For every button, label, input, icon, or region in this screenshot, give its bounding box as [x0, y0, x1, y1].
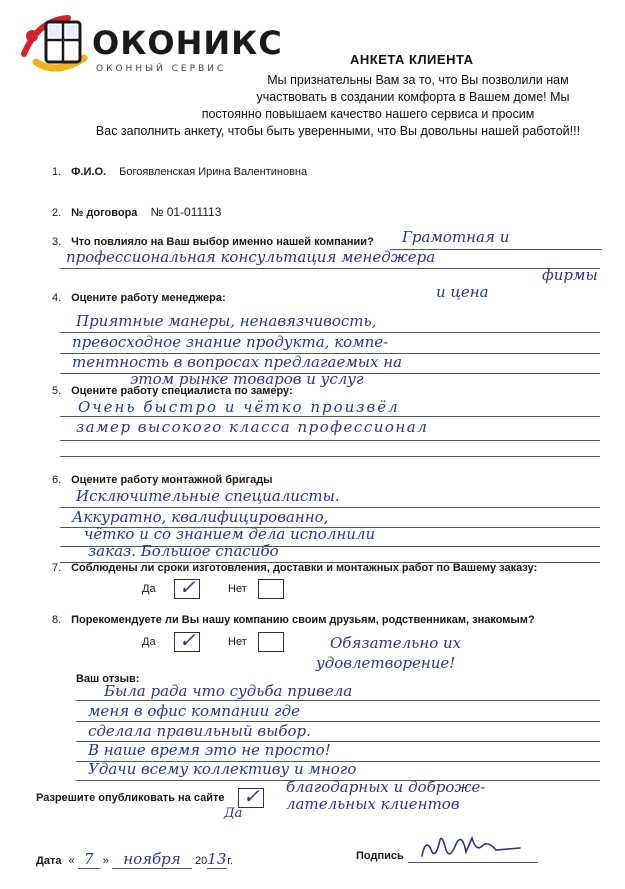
yes-label: Да: [142, 636, 156, 648]
handwritten-answer: Удачи всему коллективу и много: [88, 760, 357, 778]
year-prefix: 20: [195, 855, 208, 867]
question-1: [52, 166, 307, 178]
question-label: Оцените работу специалиста по замеру:: [71, 385, 293, 397]
publish-checkbox[interactable]: [238, 784, 264, 808]
question-label: Оцените работу монтажной бригады: [71, 474, 273, 486]
signature-line: [408, 862, 538, 863]
question-4: [52, 292, 226, 304]
handwritten-answer: меня в офис компании где: [88, 702, 300, 720]
check-mark: ✓: [179, 628, 196, 652]
question-label: № договора: [71, 207, 138, 219]
full-name-value: Богоявленская Ирина Валентиновна: [119, 166, 308, 178]
yes-label: Да: [142, 583, 156, 595]
question-number: 1.: [52, 166, 62, 178]
question-8: [52, 614, 535, 626]
date-month: ноября: [112, 850, 192, 869]
contract-number-value: № 01-011113: [150, 205, 222, 219]
handwritten-answer: Приятные манеры, ненавязчивость,: [76, 312, 377, 330]
answer-line: [60, 456, 600, 457]
intro-line: Вас заполнить анкету, чтобы быть уверенными, что Вы довольны нашей работой!!!: [95, 124, 581, 138]
signature-label: Подпись: [356, 850, 404, 862]
handwritten-answer: профессиональная консультация менеджера: [66, 248, 436, 266]
question-2: [52, 205, 221, 219]
window-logo-icon: [18, 12, 96, 78]
handwritten-answer: заказ. Большое спасибо: [88, 542, 279, 560]
handwritten-answer: превосходное знание продукта, компе-: [72, 333, 389, 351]
handwritten-answer: Исключительные специалисты.: [76, 487, 340, 505]
year-abbr: г.: [227, 855, 234, 867]
question-number: 5.: [52, 385, 62, 397]
handwritten-answer: лательных клиентов: [286, 795, 460, 813]
handwritten-answer: удовлетворение!: [316, 654, 456, 672]
answer-line: [60, 268, 600, 269]
form-title: АНКЕТА КЛИЕНТА: [350, 52, 474, 67]
question-label: Оцените работу менеджера:: [71, 292, 226, 304]
answer-line: [76, 700, 600, 701]
logo-wordmark: ОКОНИКС: [92, 24, 283, 62]
question-5: [52, 385, 293, 397]
intro-text: [58, 72, 618, 140]
date-day: 7: [78, 850, 100, 869]
handwritten-answer: Аккуратно, квалифицированно,: [72, 508, 329, 526]
question-number: 6.: [52, 474, 62, 486]
question-label: Ф.И.О.: [71, 166, 107, 178]
handwritten-answer: Была рада что судьба привела: [104, 682, 353, 700]
date-label: Дата: [36, 855, 62, 867]
year-suffix: 13: [207, 850, 227, 868]
intro-line: участвовать в создании комфорта в Вашем доме! Мы: [256, 90, 570, 104]
question-number: 3.: [52, 236, 62, 248]
intro-line: Мы признательны Вам за то, что Вы позволили нам: [267, 73, 569, 87]
question-label: Соблюдены ли сроки изготовления, доставки и монтажных работ по Вашему заказу:: [71, 562, 538, 574]
yes-checkbox[interactable]: [174, 575, 200, 599]
intro-line: постоянно повышаем качество нашего сервиса и просим: [201, 107, 535, 121]
yes-checkbox[interactable]: [174, 628, 200, 652]
close-quote: »: [102, 855, 109, 867]
no-checkbox[interactable]: [258, 632, 284, 652]
question-7: [52, 562, 537, 574]
question-6: [52, 474, 273, 486]
question-number: 4.: [52, 292, 62, 304]
handwritten-answer: Да: [224, 806, 243, 821]
handwritten-answer: Грамотная и: [402, 228, 510, 246]
handwritten-answer: фирмы: [542, 266, 598, 284]
handwritten-answer: этом рынке товаров и услуг: [130, 370, 364, 388]
no-label: Нет: [228, 636, 247, 648]
handwritten-answer: Очень быстро и чётко произвёл: [78, 398, 400, 416]
open-quote: «: [68, 855, 75, 867]
question-number: 7.: [52, 562, 62, 574]
date-field: [36, 850, 233, 869]
no-checkbox[interactable]: [258, 579, 284, 599]
handwritten-answer: Обязательно их: [330, 634, 462, 652]
check-mark: ✓: [179, 575, 196, 599]
handwritten-answer: благодарных и доброже-: [286, 778, 486, 796]
question-number: 2.: [52, 207, 62, 219]
handwritten-answer: В наше время это не просто!: [88, 741, 331, 759]
question-number: 8.: [52, 614, 62, 626]
question-3: [52, 236, 374, 248]
handwritten-answer: тентность в вопросах предлагаемых на: [72, 353, 403, 371]
question-label: Что повлияло на Ваш выбор именно нашей компании?: [71, 236, 374, 248]
publish-label: Разрешите опубликовать на сайте: [36, 792, 225, 804]
logo-subtitle: ОКОННЫЙ СЕРВИС: [96, 64, 227, 74]
handwritten-signature: [416, 830, 526, 862]
answer-line: [60, 416, 600, 417]
handwritten-answer: чётко и со знанием дела исполнили: [84, 525, 376, 543]
handwritten-answer: замер высокого класса профессионал: [76, 418, 429, 436]
question-label: Порекомендуете ли Вы нашу компанию своим друзьям, родственникам, знакомым?: [71, 614, 535, 626]
no-label: Нет: [228, 583, 247, 595]
answer-line: [60, 440, 600, 441]
check-mark: ✓: [243, 784, 260, 808]
handwritten-answer: сделала правильный выбор.: [88, 722, 311, 740]
review-label: Ваш отзыв:: [76, 673, 140, 685]
handwritten-answer: и цена: [436, 283, 489, 301]
